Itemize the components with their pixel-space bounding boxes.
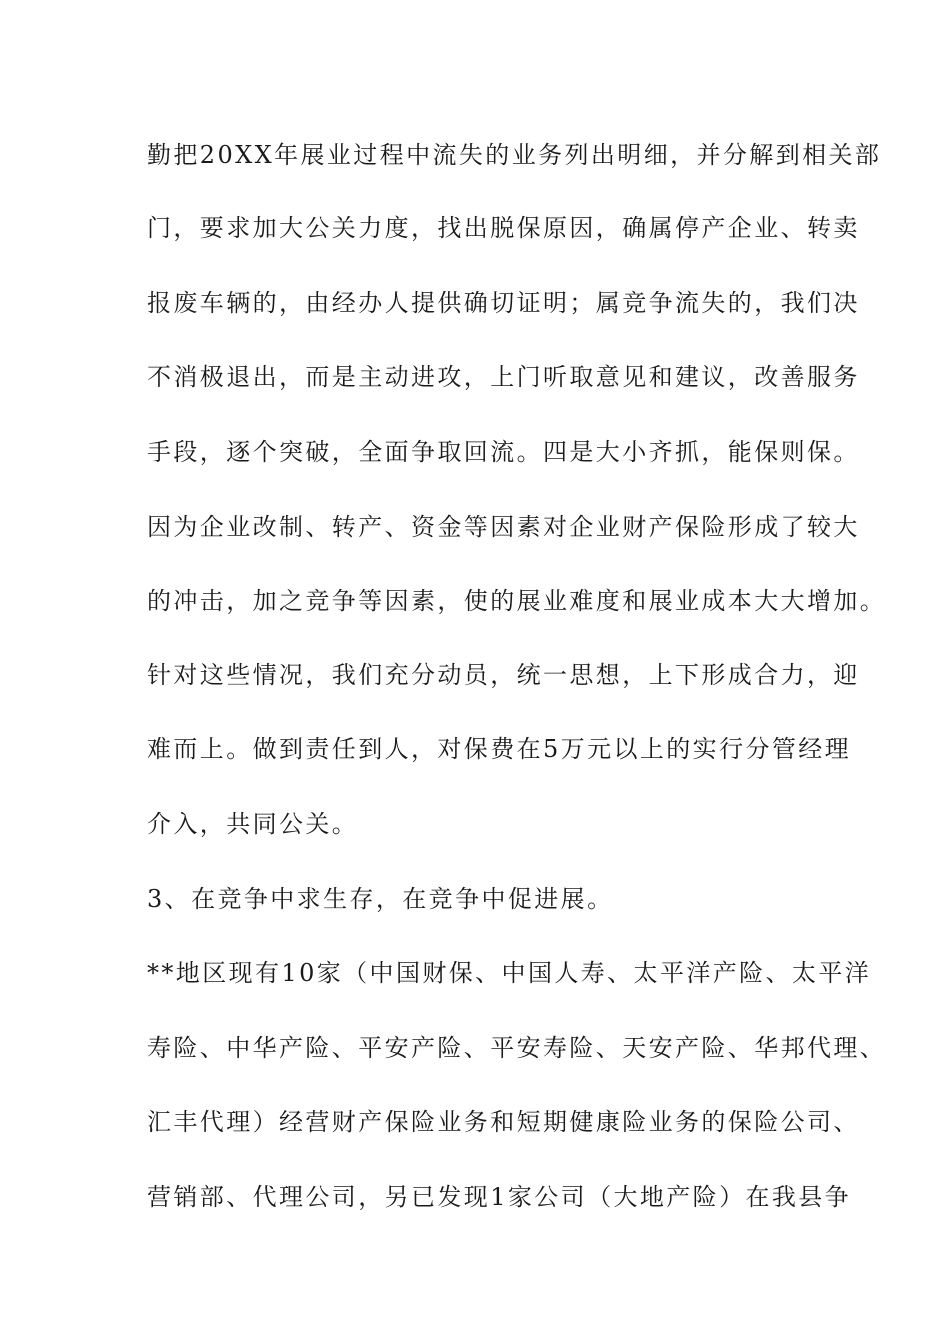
text-line-4: 不消极退出，而是主动进攻，上门听取意见和建议，改善服务: [147, 363, 860, 391]
text-line-8: 针对这些情况，我们充分动员，统一思想，上下形成合力，迎: [147, 661, 860, 689]
section-heading: 3、在竞争中求生存，在竞争中促进展。: [147, 885, 614, 913]
text-line-5: 手段，逐个突破，全面争取回流。四是大小齐抓，能保则保。: [147, 438, 860, 466]
text-line-14: 汇丰代理）经营财产保险业务和短期健康险业务的保险公司、: [147, 1108, 860, 1136]
text-line-3: 报废车辆的，由经办人提供确切证明；属竞争流失的，我们决: [147, 289, 860, 317]
text-line-9: 难而上。做到责任到人，对保费在5万元以上的实行分管经理: [147, 735, 852, 763]
text-line-2: 门，要求加大公关力度，找出脱保原因，确属停产企业、转卖: [147, 214, 860, 242]
text-line-7: 的冲击，加之竞争等因素，使的展业难度和展业成本大大增加。: [147, 587, 887, 615]
text-line-12: **地区现有10家（中国财保、中国人寿、太平洋产险、太平洋: [147, 959, 872, 987]
text-line-6: 因为企业改制、转产、资金等因素对企业财产保险形成了较大: [147, 513, 860, 541]
text-line-15: 营销部、代理公司，另已发现1家公司（大地产险）在我县争: [147, 1183, 852, 1211]
text-line-1: 勤把20XX年展业过程中流失的业务列出明细，并分解到相关部: [147, 141, 882, 169]
text-line-13: 寿险、中华产险、平安产险、平安寿险、天安产险、华邦代理、: [147, 1034, 887, 1062]
text-line-10: 介入，共同公关。: [147, 810, 359, 838]
